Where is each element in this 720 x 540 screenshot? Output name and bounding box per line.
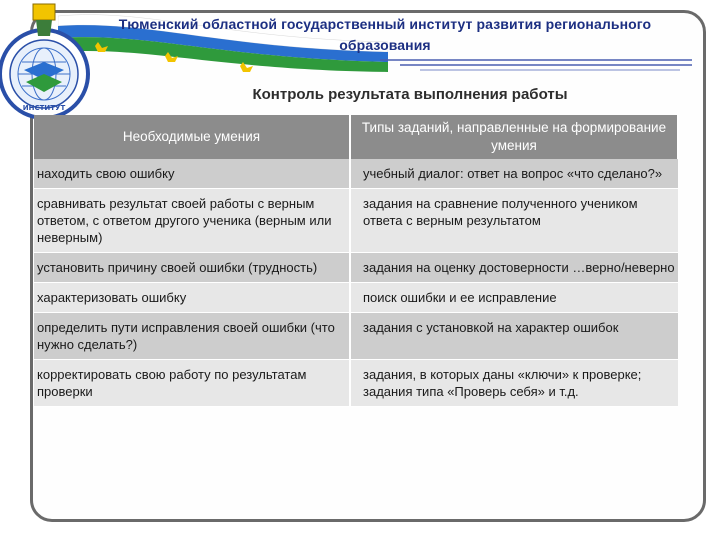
skill-cell: сравнивать результат своей работы с верным ответом, с ответом другого ученика (верным или неверным) (34, 189, 350, 253)
header-lines (380, 56, 700, 74)
institute-title-line1: Тюменский областной государственный институт развития регионального (118, 16, 652, 32)
table-row (34, 313, 678, 360)
table-row (34, 360, 678, 407)
table-header-row (34, 115, 678, 159)
table-row (34, 189, 678, 253)
skill-cell: характеризовать ошибку (34, 283, 350, 313)
skill-cell: установить причину своей ошибки (трудность) (34, 253, 350, 283)
task-cell: учебный диалог: ответ на вопрос «что сделано?» (350, 159, 678, 189)
skill-cell: определить пути исправления своей ошибки (что нужно сделать?) (34, 313, 350, 360)
skill-cell: находить свою ошибку (34, 159, 350, 189)
slide-title: Контроль результата выполнения работы (252, 86, 568, 103)
task-cell: задания, в которых даны «ключи» к проверке; задания типа «Проверь себя» и т.д. (350, 360, 678, 407)
institute-title-line2: образования (339, 37, 431, 53)
skill-cell: корректировать свою работу по результатам проверки (34, 360, 350, 407)
table-row (34, 159, 678, 189)
skills-table (34, 115, 679, 407)
header-task-types: Типы заданий, направленные на формирование умения (350, 115, 678, 159)
table-row (34, 253, 678, 283)
task-cell: задания на оценку достоверности …верно/неверно (350, 253, 678, 283)
task-cell: задания с установкой на характер ошибок (350, 313, 678, 360)
task-cell: задания на сравнение полученного учеником ответа с верным результатом (350, 189, 678, 253)
task-cell: поиск ошибки и ее исправление (350, 283, 678, 313)
table-row (34, 283, 678, 313)
header-skills: Необходимые умения (34, 115, 350, 159)
emblem-text: ИНСТИТУТ (22, 104, 66, 112)
institute-title (60, 14, 710, 56)
